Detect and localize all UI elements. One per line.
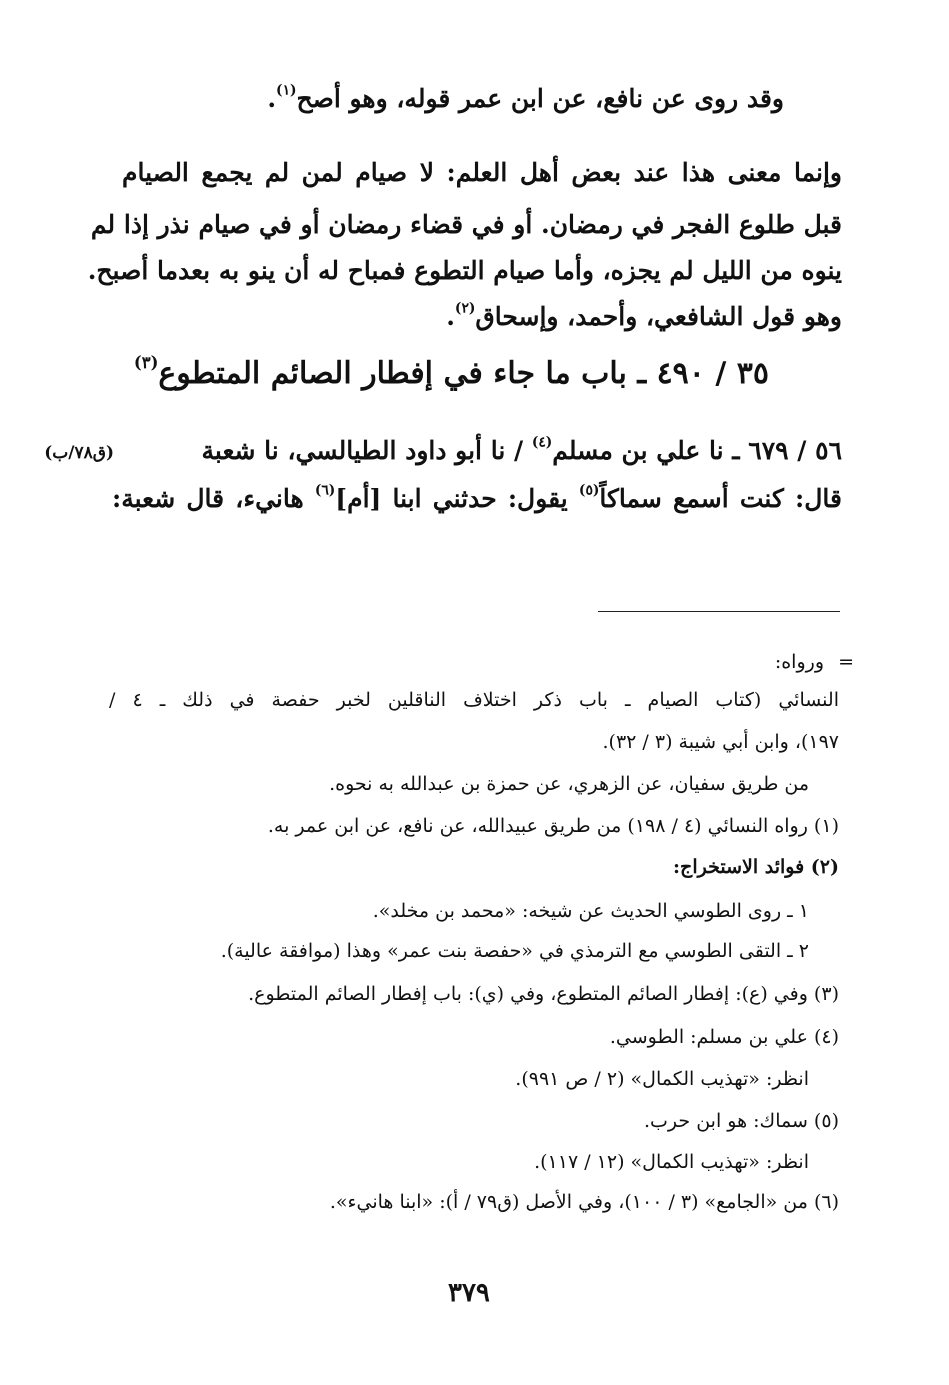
footnote-1 [268,815,839,838]
footnote-ref: (٢) [454,300,476,317]
footnote-continuation-label [775,651,824,674]
manuscript-folio-note [44,443,114,463]
hadith-number: ٥٦ / ٦٧٩ ـ نا علي بن مسلم [552,436,842,465]
footnote-text: (٣) وفي (ع): إفطار الصائم المتطوع، وفي (ي): باب إفطار الصائم المتطوع. [248,983,839,1005]
footnote-5 [644,1110,839,1133]
footnote-continuation-line-3 [329,773,809,796]
main-text: وقد روى عن نافع، عن ابن عمر قوله، وهو أصح [296,84,784,113]
footnote-text: ١ ـ روى الطوسي الحديث عن شيخه: «محمد بن مخلد». [372,900,809,922]
folio-ref: (ق٧٨/ب) [44,443,114,463]
footnote-ref: (٣) [133,353,159,373]
footnote-text: ورواه: [774,651,824,673]
footnote-2 [673,856,839,879]
main-text-line-1 [267,84,784,114]
footnote-text: (٥) سماك: هو ابن حرب. [644,1110,839,1132]
footnote-text: من طريق سفيان، عن الزهري، عن حمزة بن عبدالله به نحوه. [329,773,809,795]
hadith-text: يقول: حدثني ابنا [أم] [335,484,579,513]
punctuation: . [446,302,455,331]
footnote-4-ref [515,1068,809,1091]
footnote-4 [610,1026,839,1049]
footnote-6 [330,1191,839,1214]
footnote-text: (٤) علي بن مسلم: الطوسي. [609,1026,839,1048]
footnote-text: انظر: «تهذيب الكمال» (١٢ / ١١٧). [534,1151,809,1173]
hadith-line-1 [202,436,843,466]
continuation-mark: = [838,651,854,673]
hadith-text: / نا أبو داود الطيالسي، نا شعبة [201,436,532,465]
main-text: قبل طلوع الفجر في رمضان. أو في قضاء رمضان أو في صيام نذر إذا لم [90,210,842,239]
main-text: وهو قول الشافعي، وأحمد، وإسحاق [475,302,842,331]
footnote-ref: (٥) [578,482,600,499]
footnote-ref: (٦) [314,482,336,499]
footnote-continuation-mark [838,651,854,674]
main-text: وإنما معنى هذا عند بعض أهل العلم: لا صيام لمن لم يجمع الصيام [122,158,842,187]
main-text-line-5 [446,302,842,332]
footnote-continuation-line-1 [109,689,839,712]
hadith-text: قال: كنت أسمع سماكاً [599,484,842,513]
footnote-text: (١) رواه النسائي (٤ / ١٩٨) من طريق عبيدالله، عن نافع، عن ابن عمر به. [267,815,839,837]
main-text-line-3 [90,210,842,240]
footnote-text: ١٩٧)، وابن أبي شيبة (٣ / ٣٢). [602,731,839,753]
page-number: ٣٧٩ [448,1278,490,1308]
footnote-3 [248,983,839,1006]
footnote-2-item-2 [221,940,809,963]
chapter-heading-text: ٣٥ / ٤٩٠ ـ باب ما جاء في إفطار الصائم المتطوع [158,356,769,391]
footnote-text: ٢ ـ التقى الطوسي مع الترمذي في «حفصة بنت عمر» وهذا (موافقة عالية). [220,940,809,962]
footnote-separator [598,611,840,612]
hadith-text: هانيء، قال شعبة: [112,484,315,513]
main-text: ينوه من الليل لم يجزه، وأما صيام التطوع فمباح له أن ينو به بعدما أصبح. [87,256,842,285]
footnote-heading: (٢) فوائد الاستخراج: [673,856,839,878]
footnote-5-ref [534,1151,809,1174]
footnote-text: انظر: «تهذيب الكمال» (٢ / ص ٩٩١). [515,1068,809,1090]
main-text-line-2 [122,158,842,188]
main-text-line-4 [87,256,842,286]
punctuation: . [267,84,277,113]
footnote-ref: (٤) [531,434,553,451]
footnote-continuation-line-2 [602,731,839,754]
footnote-text: النسائي (كتاب الصيام ـ باب ذكر اختلاف الناقلين لخبر حفصة في ذلك ـ ٤ / [109,689,839,711]
footnote-2-item-1 [373,900,809,923]
footnote-ref: (١) [276,82,297,99]
hadith-line-2 [112,484,842,514]
footnote-text: (٦) من «الجامع» (٣ / ١٠٠)، وفي الأصل (ق٧٩ / أ): «ابنا هانيء». [329,1191,839,1213]
chapter-heading [133,353,769,391]
